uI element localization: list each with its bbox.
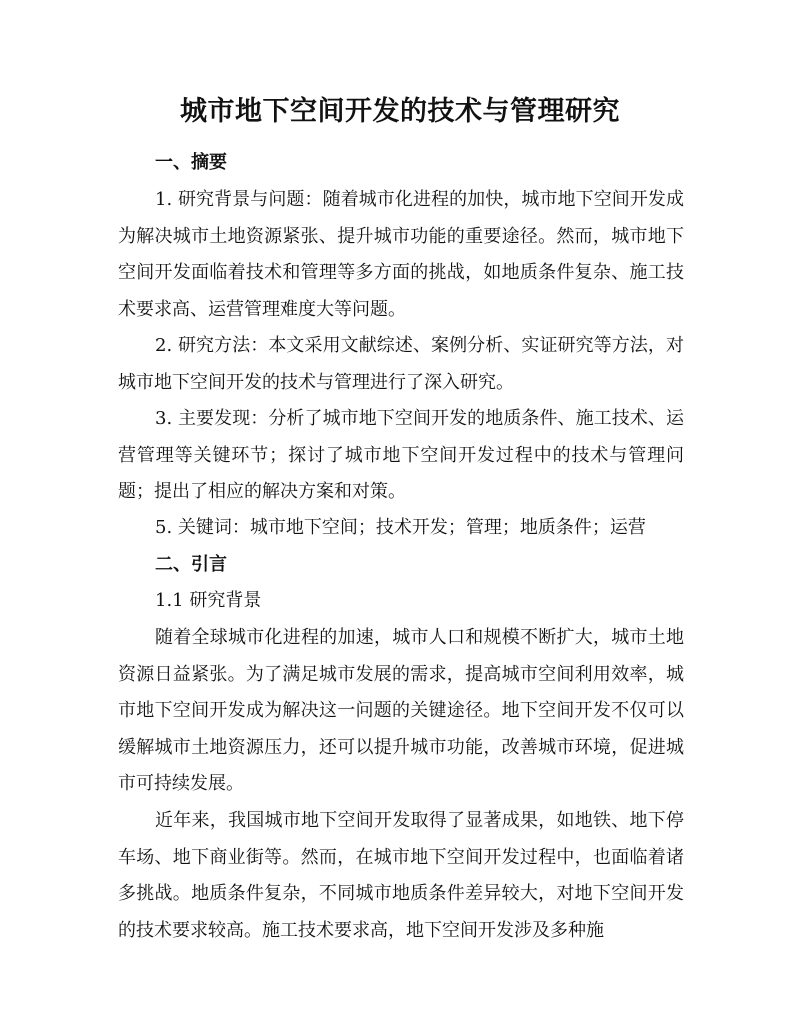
abstract-item-2: 2. 研究方法：本文采用文献综述、案例分析、实证研究等方法，对城市地下空间开发的技术与管理进行了深入研究。 bbox=[118, 335, 684, 393]
document-title: 城市地下空间开发的技术与管理研究 bbox=[180, 96, 620, 127]
section-heading-introduction: 二、引言 bbox=[155, 554, 227, 575]
intro-paragraph-1: 随着全球城市化进程的加速，城市人口和规模不断扩大，城市土地资源日益紧张。为了满足城市发展的需求，提高城市空间利用效率，城市地下空间开发成为解决这一问题的关键途径。地下空间开发不仅可以缓解城市土地资源压力，还可以提升城市功能，改善城市环境，促进城市可持续发展。 bbox=[118, 627, 684, 795]
subsection-heading-background: 1.1 研究背景 bbox=[155, 590, 262, 611]
abstract-item-keywords: 5. 关键词：城市地下空间；技术开发；管理；地质条件；运营 bbox=[155, 517, 646, 538]
abstract-item-1: 1. 研究背景与问题：随着城市化进程的加快，城市地下空间开发成为解决城市土地资源紧张、提升城市功能的重要途径。然而，城市地下空间开发面临着技术和管理等多方面的挑战，如地质条件复杂、施工技术要求高、运营管理难度大等问题。 bbox=[118, 189, 684, 320]
abstract-item-3: 3. 主要发现：分析了城市地下空间开发的地质条件、施工技术、运营管理等关键环节；探讨了城市地下空间开发过程中的技术与管理问题；提出了相应的解决方案和对策。 bbox=[118, 408, 684, 503]
section-heading-abstract: 一、摘要 bbox=[155, 152, 227, 173]
intro-paragraph-2: 近年来，我国城市地下空间开发取得了显著成果，如地铁、地下停车场、地下商业街等。然而，在城市地下空间开发过程中，也面临着诸多挑战。地质条件复杂，不同城市地质条件差异较大，对地下空间开发的技术要求较高。施工技术要求高，地下空间开发涉及多种施 bbox=[118, 810, 684, 941]
